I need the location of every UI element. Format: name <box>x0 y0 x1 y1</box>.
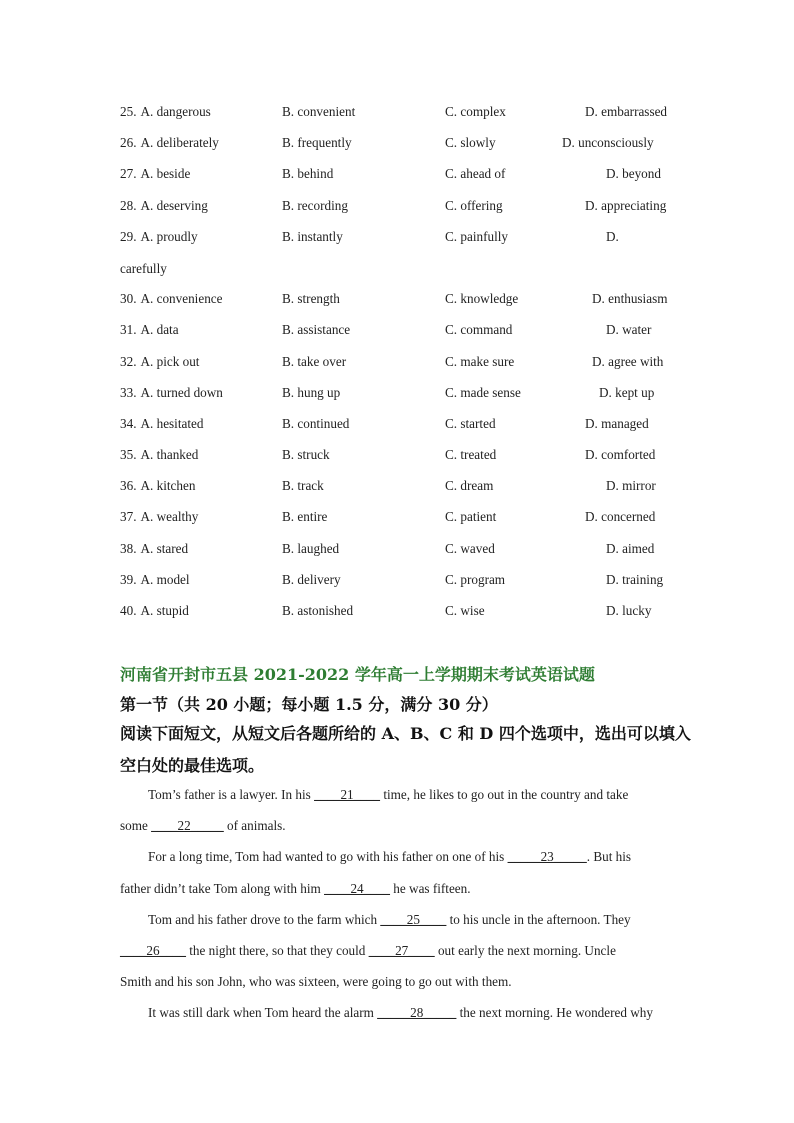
option-d: D. comforted <box>585 447 656 463</box>
option-a-text: A. hesitated <box>140 415 204 431</box>
option-d: D. concerned <box>585 509 656 525</box>
option-a <box>120 354 199 370</box>
option-c: C. program <box>445 571 506 587</box>
option-b: B. struck <box>282 447 330 463</box>
question-number: 38. <box>120 540 137 556</box>
blank-21: ____21____ <box>314 787 381 802</box>
question-number: 28. <box>120 197 137 213</box>
blank-24: ____24____ <box>324 880 390 896</box>
question-number: 35. <box>120 447 137 463</box>
blank-26: ____26____ <box>120 942 186 958</box>
option-c: C. started <box>445 415 496 431</box>
option-row <box>120 101 700 132</box>
option-b: B. frequently <box>282 135 352 151</box>
question-number: 34. <box>120 415 137 431</box>
option-row <box>120 413 700 444</box>
option-b: B. recording <box>282 197 348 213</box>
option-a-text: A. pick out <box>140 353 200 369</box>
option-a <box>120 198 208 214</box>
option-row <box>120 538 700 569</box>
option-d: D. <box>606 228 619 244</box>
option-a <box>120 104 211 120</box>
option-b: B. continued <box>282 415 350 431</box>
option-b: B. laughed <box>282 540 340 556</box>
option-c: C. slowly <box>445 135 496 151</box>
question-number: 40. <box>120 603 137 618</box>
option-b: B. instantly <box>282 228 343 244</box>
option-b: B. strength <box>282 291 340 307</box>
option-d: D. mirror <box>606 478 656 494</box>
option-b: B. delivery <box>282 571 341 587</box>
option-a <box>120 447 198 463</box>
option-d-wrap <box>120 257 700 288</box>
instruction-line-1: 阅读下面短文，从短文后各题所给的 A、B、C 和 D 四个选项中，选出可以填入 <box>120 724 691 743</box>
option-a <box>120 291 223 307</box>
option-a <box>120 135 219 151</box>
option-a-text: A. deserving <box>140 197 208 213</box>
option-c: C. made sense <box>445 384 521 400</box>
option-row <box>120 163 700 194</box>
option-b: B. behind <box>282 166 334 182</box>
option-c: C. knowledge <box>445 291 519 307</box>
passage-line-7: Smith and his son John, who was sixteen, were going to go out with them. <box>120 974 512 990</box>
option-a <box>120 229 198 245</box>
instruction-line-2: 空白处的最佳选项。 <box>120 756 265 775</box>
option-row <box>120 475 700 506</box>
option-a-text: A. beside <box>140 166 191 182</box>
option-d: D. managed <box>585 415 649 431</box>
option-a <box>120 509 198 525</box>
option-a-text: A. kitchen <box>140 478 196 494</box>
question-number: 31. <box>120 322 137 338</box>
option-c: C. wise <box>445 603 485 618</box>
passage-line-6: ____26____ the night there, so that they could ____27____ out early the next morning. Uncle <box>120 942 616 958</box>
question-number: 32. <box>120 353 137 369</box>
option-b: B. entire <box>282 509 328 525</box>
option-c: C. dream <box>445 478 494 494</box>
option-d: D. kept up <box>599 384 655 400</box>
question-number: 36. <box>120 478 137 494</box>
option-a <box>120 541 188 557</box>
question-number: 33. <box>120 384 137 400</box>
option-row <box>120 600 700 631</box>
option-a-text: A. stared <box>140 540 189 556</box>
option-c: C. offering <box>445 197 503 213</box>
option-d-wrap-text: carefully <box>120 260 167 276</box>
option-d: D. water <box>606 322 652 338</box>
option-b: B. convenient <box>282 104 356 119</box>
question-number: 26. <box>120 135 137 151</box>
option-c: C. command <box>445 322 513 338</box>
passage <box>120 787 680 1037</box>
option-b: B. hung up <box>282 384 341 400</box>
blank-23: _____23_____ <box>507 849 587 865</box>
option-d: D. unconsciously <box>562 135 654 151</box>
option-row <box>120 226 700 257</box>
option-b: B. assistance <box>282 322 351 338</box>
option-a-text: A. proudly <box>140 228 198 244</box>
option-d: D. beyond <box>606 166 661 182</box>
blank-22: ____22_____ <box>151 818 224 834</box>
option-row <box>120 382 700 413</box>
option-row <box>120 132 700 163</box>
option-row <box>120 569 700 600</box>
question-number: 39. <box>120 571 137 587</box>
question-number: 29. <box>120 228 137 244</box>
option-a <box>120 603 189 619</box>
option-a-text: A. dangerous <box>140 104 211 119</box>
option-b: B. take over <box>282 353 347 369</box>
option-d: D. agree with <box>592 353 664 369</box>
option-a <box>120 166 190 182</box>
option-d: D. embarrassed <box>585 104 668 119</box>
option-c: C. make sure <box>445 353 515 369</box>
option-a-text: A. stupid <box>140 603 189 618</box>
option-row <box>120 319 700 350</box>
option-c: C. painfully <box>445 228 509 244</box>
option-a-text: A. convenience <box>140 291 223 307</box>
option-a-text: A. wealthy <box>140 509 199 525</box>
option-b: B. astonished <box>282 603 354 618</box>
option-b: B. track <box>282 478 324 494</box>
question-number: 25. <box>120 104 137 119</box>
section-block <box>120 692 720 776</box>
blank-25: ____25____ <box>380 911 447 927</box>
option-a-text: A. deliberately <box>140 135 219 151</box>
blank-27: ____27____ <box>368 942 435 958</box>
option-a-text: A. thanked <box>140 447 199 463</box>
passage-line-8: It was still dark when Tom heard the alarm _____28_____ the next morning. He wondered why <box>148 1005 653 1021</box>
option-a-text: A. data <box>140 322 179 338</box>
question-number: 37. <box>120 509 137 525</box>
option-c: C. ahead of <box>445 166 506 182</box>
options-list <box>120 101 700 631</box>
section-title: 第一节（共 20 小题；每小题 1.5 分，满分 30 分） <box>120 695 498 714</box>
option-c: C. treated <box>445 447 497 463</box>
option-row <box>120 444 700 475</box>
option-a <box>120 478 195 494</box>
option-a <box>120 572 190 588</box>
question-number: 27. <box>120 166 137 182</box>
passage-line-2: some ____22_____ of animals. <box>120 818 286 834</box>
option-d: D. lucky <box>606 603 652 618</box>
option-row <box>120 195 700 226</box>
option-a <box>120 416 203 432</box>
option-a <box>120 385 223 401</box>
passage-line-4: father didn’t take Tom along with him ____24____ he was fifteen. <box>120 880 471 896</box>
passage-line-1: Tom’s father is a lawyer. In his ____21____ time, he likes to go out in the country and take <box>148 787 629 802</box>
option-a <box>120 322 179 338</box>
question-number: 30. <box>120 291 137 307</box>
option-d: D. training <box>606 571 664 587</box>
exam-heading: 河南省开封市五县 2021-2022 学年高一上学期期末考试英语试题 <box>120 665 595 684</box>
option-d: D. appreciating <box>585 197 667 213</box>
option-row <box>120 506 700 537</box>
option-c: C. patient <box>445 509 497 525</box>
option-d: D. enthusiasm <box>592 291 668 307</box>
option-d: D. aimed <box>606 540 655 556</box>
option-row <box>120 288 700 319</box>
passage-line-3: For a long time, Tom had wanted to go with his father on one of his _____23_____. But his <box>148 849 632 865</box>
option-c: C. waved <box>445 540 495 556</box>
option-c: C. complex <box>445 104 506 119</box>
option-row <box>120 351 700 382</box>
blank-28: _____28_____ <box>377 1005 457 1021</box>
option-a-text: A. model <box>140 571 190 587</box>
passage-line-5: Tom and his father drove to the farm which ____25____ to his uncle in the afternoon. They <box>148 911 631 927</box>
option-a-text: A. turned down <box>140 384 223 400</box>
